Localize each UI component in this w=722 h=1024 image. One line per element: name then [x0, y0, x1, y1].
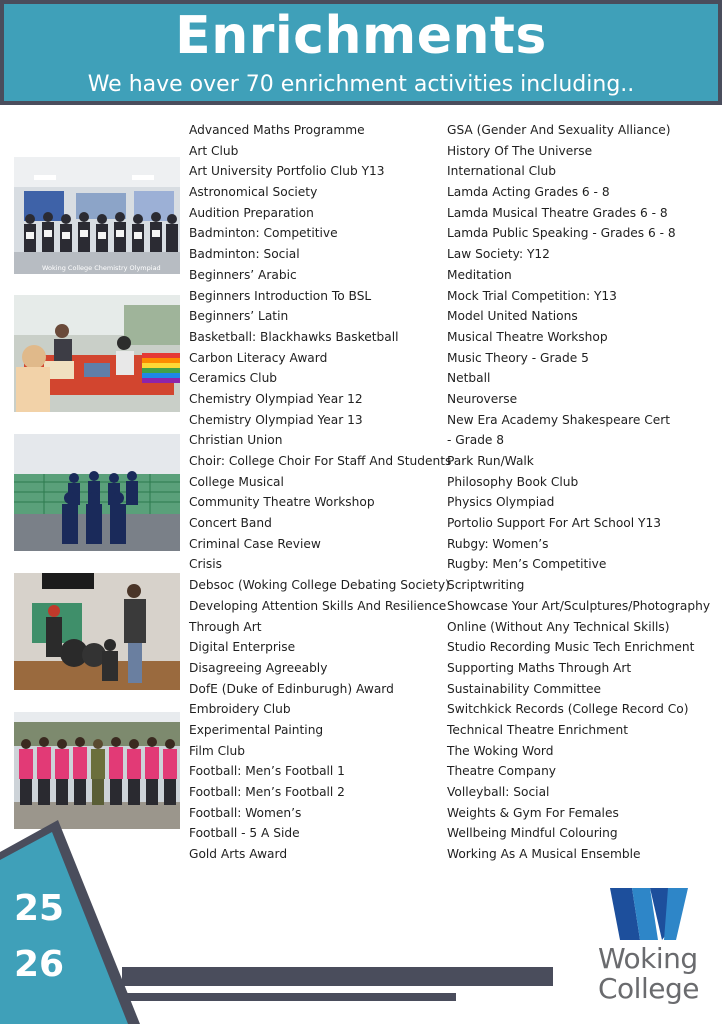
activity-item: Mock Trial Competition: Y13	[447, 288, 617, 303]
activity-item: Lamda Public Speaking - Grades 6 - 8	[447, 226, 676, 241]
header-banner	[0, 0, 722, 105]
activity-item: Community Theatre Workshop	[189, 495, 375, 510]
activity-item: Lamda Musical Theatre Grades 6 - 8	[447, 205, 668, 220]
activity-item: Chemistry Olympiad Year 12	[189, 391, 363, 406]
activities-list-right	[447, 120, 710, 865]
netball-team-photo	[14, 434, 180, 551]
activity-item: The Woking Word	[447, 743, 554, 758]
activity-item: Physics Olympiad	[447, 495, 555, 510]
activity-item: Neuroverse	[447, 391, 518, 406]
activity-item: Criminal Case Review	[189, 536, 321, 551]
activity-item: Football: Men’s Football 2	[189, 785, 345, 799]
footer-bar-short	[122, 993, 456, 1001]
activity-item: Model United Nations	[447, 309, 578, 324]
photo-caption: Woking College Chemistry Olympiad	[42, 264, 161, 272]
activity-item: Film Club	[189, 743, 245, 758]
dofe-group-photo	[14, 712, 180, 829]
activity-item: Concert Band	[189, 516, 272, 531]
activity-item: Christian Union	[189, 433, 283, 448]
year-bottom: 26	[14, 944, 65, 985]
activity-item: Philosophy Book Club	[447, 474, 579, 489]
activity-item: Park Run/Walk	[447, 454, 534, 468]
activity-item: Art Club	[189, 143, 239, 158]
music-recording-photo	[14, 573, 180, 690]
activity-item: Badminton: Social	[189, 247, 300, 262]
activity-item: - Grade 8	[447, 433, 505, 448]
activity-item: Meditation	[447, 267, 512, 282]
activity-item: Theatre Company	[447, 764, 557, 779]
activity-item: Rubgy: Women’s	[447, 536, 549, 551]
activity-item: Crisis	[189, 557, 222, 572]
activity-item: GSA (Gender And Sexuality Alliance)	[447, 123, 671, 137]
logo-text-woking: Woking	[598, 942, 698, 975]
activity-item: Netball	[447, 371, 491, 386]
activity-item: Astronomical Society	[189, 185, 318, 200]
activity-item: New Era Academy Shakespeare Cert	[447, 412, 671, 427]
activity-item: Gold Arts Award	[189, 847, 288, 862]
activity-item: Embroidery Club	[189, 702, 291, 717]
activity-item: International Club	[447, 164, 557, 179]
activity-item: Through Art	[189, 619, 262, 634]
activity-item: Lamda Acting Grades 6 - 8	[447, 185, 610, 200]
activity-item: Beginners’ Arabic	[189, 267, 297, 282]
activity-item: DofE (Duke of Edinburugh) Award	[189, 681, 394, 696]
activity-item: Audition Preparation	[189, 205, 314, 220]
activity-item: Advanced Maths Programme	[189, 123, 365, 137]
activity-item: Choir: College Choir For Staff And Students	[189, 454, 452, 468]
activity-item: History Of The Universe	[447, 143, 593, 158]
activity-item: Supporting Maths Through Art	[447, 660, 632, 675]
logo-text-college: College	[598, 972, 699, 1005]
woking-college-logo-mark	[610, 888, 688, 940]
activity-item: Rugby: Men’s Competitive	[447, 557, 607, 572]
activity-item: Football: Men’s Football 1	[189, 764, 345, 779]
activity-item: Digital Enterprise	[189, 640, 296, 655]
activity-item: Ceramics Club	[189, 371, 278, 386]
activity-item: Sustainability Committee	[447, 681, 602, 696]
activity-item: Experimental Painting	[189, 722, 324, 737]
activity-item: Working As A Musical Ensemble	[447, 847, 641, 862]
fair-stall-photo	[14, 295, 180, 412]
year-top: 25	[14, 888, 65, 929]
activity-item: Law Society: Y12	[447, 247, 550, 262]
activity-item: Beginners’ Latin	[189, 309, 289, 324]
activity-item: Football - 5 A Side	[189, 826, 300, 841]
activity-item: Basketball: Blackhawks Basketball	[189, 329, 399, 344]
footer-bar-long	[122, 967, 553, 986]
activity-item: Weights & Gym For Females	[447, 805, 619, 820]
activity-item: Volleyball: Social	[447, 785, 550, 799]
classroom-group-photo	[14, 157, 180, 274]
page-title: Enrichments	[175, 6, 547, 66]
activity-item: College Musical	[189, 474, 284, 489]
activity-item: Art University Portfolio Club Y13	[189, 164, 385, 179]
page-subtitle: We have over 70 enrichment activities including..	[87, 72, 635, 97]
activity-item: Portolio Support For Art School Y13	[447, 516, 661, 531]
activity-item: Showcase Your Art/Sculptures/Photography	[447, 598, 711, 613]
activity-item: Online (Without Any Technical Skills)	[447, 619, 670, 634]
activity-item: Badminton: Competitive	[189, 226, 338, 241]
activity-item: Musical Theatre Workshop	[447, 329, 608, 344]
activity-item: Wellbeing Mindful Colouring	[447, 826, 618, 841]
activity-item: Developing Attention Skills And Resilience	[189, 598, 447, 613]
activity-item: Football: Women’s	[189, 805, 302, 820]
activity-item: Scriptwriting	[447, 578, 525, 593]
activity-item: Disagreeing Agreeably	[189, 660, 328, 675]
activities-list-left	[189, 120, 451, 865]
activity-item: Carbon Literacy Award	[189, 350, 328, 365]
activity-item: Debsoc (Woking College Debating Society)	[189, 578, 450, 593]
activity-item: Chemistry Olympiad Year 13	[189, 412, 363, 427]
activity-item: Beginners Introduction To BSL	[189, 288, 372, 303]
activity-item: Music Theory - Grade 5	[447, 350, 589, 365]
activity-item: Studio Recording Music Tech Enrichment	[447, 640, 695, 655]
activity-item: Technical Theatre Enrichment	[447, 722, 628, 737]
activity-item: Switchkick Records (College Record Co)	[447, 702, 689, 717]
